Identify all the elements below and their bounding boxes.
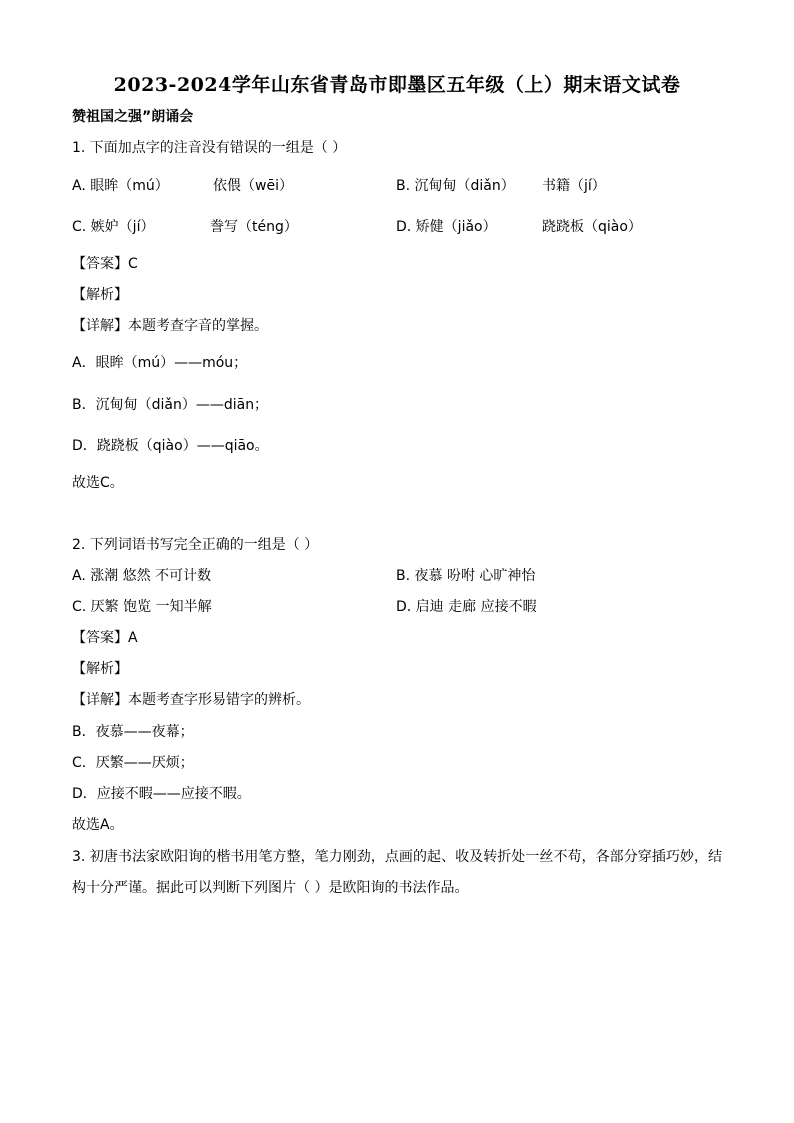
q1-option-b-2: 书籍（jí）	[542, 178, 606, 194]
q2-option-c: C. 厌繁 饱览 一知半解	[72, 599, 212, 615]
q2-option-b: B. 夜慕 吩咐 心旷神怡	[396, 568, 536, 584]
q1-option-a-2: 依偎（wēi）	[213, 178, 293, 194]
q1-answer: 【答案】C	[72, 256, 138, 272]
q1-detail: 【详解】本题考查字音的掌握。	[72, 318, 268, 334]
q1-option-d: D. 矫健（jiǎo）	[396, 219, 497, 235]
q1-option-d-2: 跷跷板（qiào）	[542, 219, 642, 235]
q2-explanation-line: C．厌繁——厌烦；	[72, 755, 194, 771]
page-title: 2023-2024学年山东省青岛市即墨区五年级（上）期末语文试卷	[113, 74, 681, 96]
q1-analysis-label: 【解析】	[72, 287, 128, 303]
section-heading: 赞祖国之强”朗诵会	[72, 109, 194, 125]
q1-explanation-line: D．跷跷板（qiào）——qiāo。	[72, 438, 269, 454]
question-3-stem: 3. 初唐书法家欧阳询的楷书用笔方整，笔力刚劲，点画的起、收及转折处一丝不苟，各部分穿插巧妙，结构十分严谨。据此可以判断下列图片（ ）是欧阳询的书法作品。	[72, 849, 722, 896]
q2-answer: 【答案】A	[72, 630, 138, 646]
question-1-stem: 1. 下面加点字的注音没有错误的一组是（ ）	[72, 140, 347, 156]
q1-option-b: B. 沉甸甸（diǎn）	[396, 178, 515, 194]
q2-explanation-line: B．夜慕——夜幕；	[72, 724, 194, 740]
q1-option-c-2: 誊写（téng）	[210, 219, 298, 235]
q1-explanation-line: A．眼眸（mú）——móu；	[72, 355, 248, 371]
q2-explanation-line: D．应接不暇——应接不暇。	[72, 786, 251, 802]
q1-conclusion: 故选C。	[72, 475, 124, 491]
q2-analysis-label: 【解析】	[72, 661, 128, 677]
q2-conclusion: 故选A。	[72, 817, 124, 833]
q1-explanation-line: B．沉甸甸（diǎn）——diān；	[72, 397, 269, 413]
q2-option-a: A. 涨潮 悠然 不可计数	[72, 568, 212, 584]
question-2-stem: 2. 下列词语书写完全正确的一组是（ ）	[72, 537, 319, 553]
q1-option-a: A. 眼眸（mú）	[72, 178, 169, 194]
q2-detail: 【详解】本题考查字形易错字的辨析。	[72, 692, 310, 708]
q1-option-c: C. 嫉妒（jí）	[72, 219, 155, 235]
q2-option-d: D. 启迪 走廊 应接不暇	[396, 599, 537, 615]
